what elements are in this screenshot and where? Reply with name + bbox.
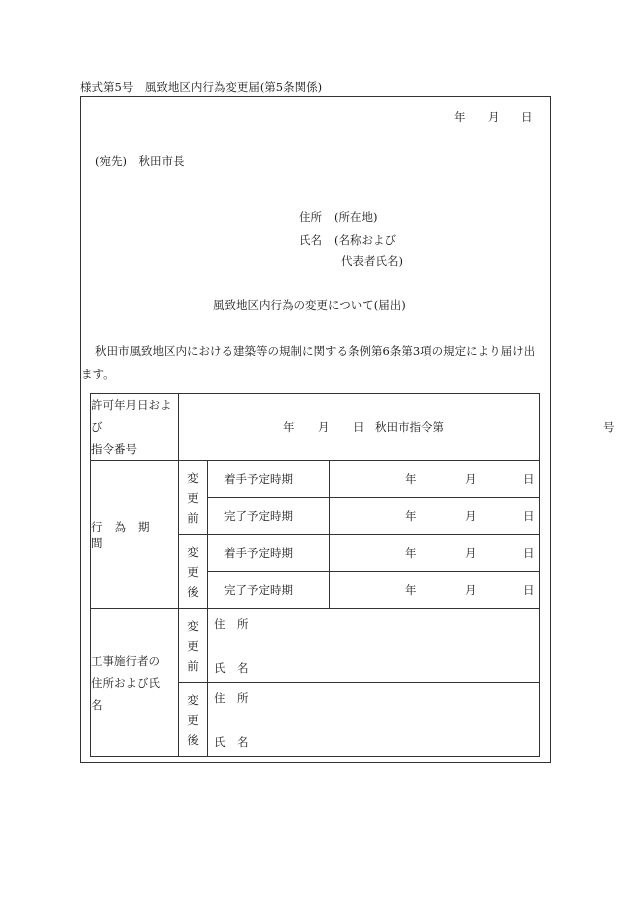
form-number-label: 様式第5号 風致地区内行為変更届(第5条関係) [80,80,323,94]
permit-label-line-1 [91,394,178,438]
period-after-label: 変更後 [187,544,199,599]
contractor-label-2: 住所および氏 [91,675,160,690]
form-table [90,393,615,757]
contractor-label-1: 工事施行者の [91,653,160,668]
after-end-date[interactable] [330,572,540,609]
before-start-month: 月 [465,472,477,486]
document-title: 風致地区内行為の変更について(届出) [213,298,406,312]
applicant-name-note-2: 代表者氏名) [341,254,403,268]
before-start-text: 着手予定時期 [224,472,293,486]
before-end-year: 年 [405,509,417,523]
period-label-cell [91,461,179,609]
contractor-after-cell[interactable] [208,683,540,757]
applicant-address-label: 住所 [299,210,322,224]
after-start-year: 年 [405,546,417,560]
after-start-month: 月 [465,546,477,560]
period-before-label: 変更前 [187,470,199,525]
after-end-year: 年 [405,583,417,597]
after-end-label [208,572,330,609]
contractor-label-3: 名 [91,697,103,712]
applicant-name-label: 氏名 [299,233,322,247]
permit-year-label: 年 [283,420,295,434]
permit-value-cell[interactable] [179,394,615,461]
before-start-label [208,461,330,498]
date-year-label: 年 [454,110,466,124]
contractor-before-cell[interactable] [208,609,540,683]
contractor-before-name-label: 氏 名 [214,661,249,675]
before-end-label [208,498,330,535]
after-start-date[interactable] [330,535,540,572]
permit-month-label: 月 [318,420,330,434]
permit-number-prefix: 秋田市指令第 [375,420,444,434]
after-end-text: 完了予定時期 [224,583,293,597]
after-start-text: 着手予定時期 [224,546,293,560]
contractor-before-label: 変更前 [187,618,199,673]
permit-number-suffix: 号 [603,420,615,434]
after-start-label [208,535,330,572]
before-start-day: 日 [523,472,535,486]
before-end-month: 月 [465,509,477,523]
after-end-month: 月 [465,583,477,597]
before-end-text: 完了予定時期 [224,509,293,523]
body-text-line-1: 秋田市風致地区内における建築等の規制に関する条例第6条第3項の規定により届け出 [95,344,536,358]
before-end-day: 日 [523,509,535,523]
before-end-date[interactable] [330,498,540,535]
contractor-after-label: 変更後 [187,692,199,747]
contractor-before-label-cell [179,609,208,683]
period-label: 行為期間 [91,519,162,550]
applicant-address-note: (所在地) [334,210,378,224]
contractor-after-label-cell [179,683,208,757]
period-after-label-cell [179,535,208,609]
addressee: (宛先) 秋田市長 [95,154,185,168]
permit-label-text-1: 許可年月日および [91,398,172,434]
after-start-day: 日 [523,546,535,560]
applicant-name-note: (名称および [334,233,396,247]
permit-day-label: 日 [353,420,365,434]
before-start-year: 年 [405,472,417,486]
date-day-label: 日 [521,110,533,124]
permit-label-cell [91,394,179,461]
period-before-label-cell [179,461,208,535]
permit-label-line-2: 指令番号 [91,442,137,456]
body-text-line-2: ます。 [81,367,115,381]
contractor-label-cell [91,609,179,757]
contractor-before-address-label: 住 所 [214,617,249,631]
after-end-day: 日 [523,583,535,597]
contractor-after-name-label: 氏 名 [214,735,249,749]
contractor-after-address-label: 住 所 [214,691,249,705]
date-month-label: 月 [488,110,500,124]
before-start-date[interactable] [330,461,540,498]
